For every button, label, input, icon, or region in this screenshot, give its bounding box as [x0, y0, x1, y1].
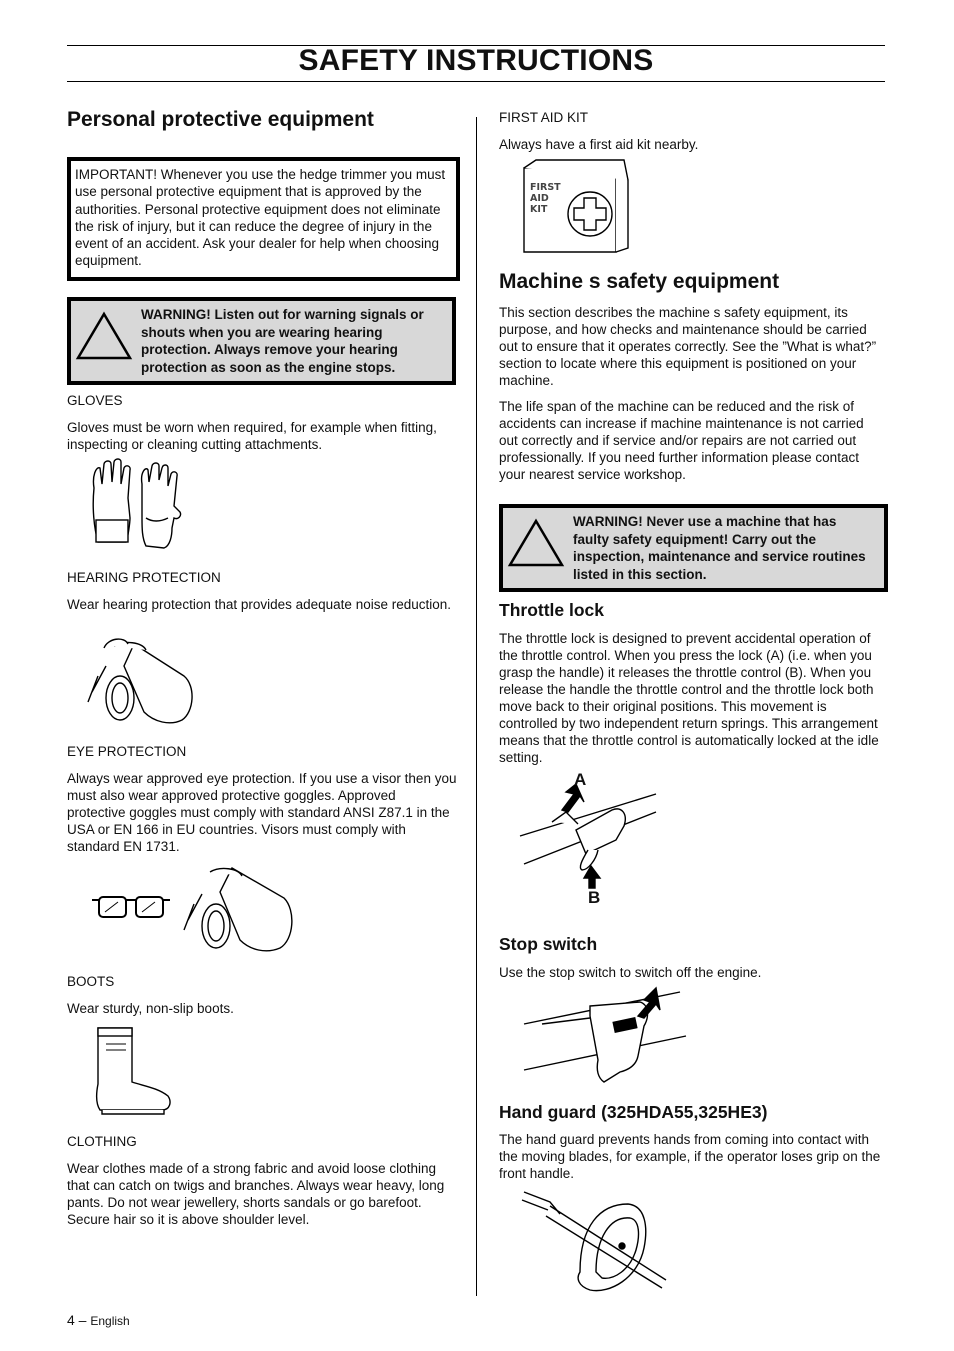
page-title: SAFETY INSTRUCTIONS: [298, 44, 654, 77]
gloves-icon: [86, 458, 196, 553]
eye-text: Always wear approved eye protection. If you use a visor then you must also wear approved protective goggles. Approved protective goggles must comply with standard ANSI Z87.1 in the USA or EN 166 in EU countries. Visors must comply with standard EN 1731.: [67, 771, 457, 854]
throttle-lock-title: Throttle lock: [499, 600, 605, 620]
warning-text-faulty-equipment: WARNING! Never use a machine that has faulty safety equipment! Carry out the inspection, maintenance and service routines listed in this section.: [573, 514, 866, 582]
column-divider: [476, 117, 477, 1296]
warning-box-hearing: [67, 297, 456, 385]
stop-switch-text: Use the stop switch to switch off the engine.: [499, 965, 762, 980]
machine-safety-intro-1: This section describes the machine s safety equipment, its purpose, and how checks and maintenance should be carried out to ensure that it operates correctly. See the ”What is what?” section to locate where this equipment is positioned on your machine.: [499, 305, 877, 388]
hand-guard-text: The hand guard prevents hands from coming into contact with the moving blades, for example, if the operator loses grip on the front handle.: [499, 1132, 881, 1181]
stop-switch-title: Stop switch: [499, 934, 598, 954]
machine-safety-intro-2: The life span of the machine can be reduced and the risk of accidents can increase if machine maintenance is not carried out correctly and if service and/or repairs are not carried out professionally. If you need further information please contact your nearest service workshop.: [499, 399, 864, 482]
boots-icon: [92, 1024, 177, 1116]
title-underline: [67, 81, 885, 82]
section-title-machine-safety: Machine s safety equipment: [499, 270, 780, 293]
warning-text-hearing: WARNING! Listen out for warning signals or shouts when you are wearing hearing protection. Always remove your hearing protection as soon as the engine stops.: [141, 307, 424, 375]
hand-guard-title: Hand guard (325HDA55,325HE3): [499, 1102, 768, 1122]
first-aid-kit-illustration: [520, 158, 632, 256]
boots-text: Wear sturdy, non-slip boots.: [67, 1001, 234, 1016]
warning-triangle-icon: [507, 518, 565, 568]
boots-heading: BOOTS: [67, 974, 115, 989]
throttle-lock-text: The throttle lock is designed to prevent accidental operation of the throttle control. When you press the lock (A) (i.e. when you grasp the handle) it releases the throttle control (B). When you release the handle the throttle control and the throttle lock both move back to their original positions. This movement is controlled by two independent return springs. This arrangement means that the throttle control is automatically locked at the idle setting.: [499, 631, 879, 765]
firstaid-heading: FIRST AID KIT: [499, 110, 589, 125]
gloves-text: Gloves must be worn when required, for example when fitting, inspecting or cleaning cutting attachments.: [67, 420, 437, 452]
hand-guard-icon: [520, 1186, 670, 1296]
visor-icon: [180, 862, 298, 957]
label-a: A: [574, 770, 587, 789]
clothing-heading: CLOTHING: [67, 1134, 137, 1149]
eye-heading: EYE PROTECTION: [67, 744, 187, 759]
hearing-text: Wear hearing protection that provides adequate noise reduction.: [67, 597, 451, 612]
hearing-protection-icon: [84, 636, 199, 728]
section-title-ppe: Personal protective equipment: [67, 108, 374, 131]
footer-language: English: [90, 1314, 130, 1328]
hearing-heading: HEARING PROTECTION: [67, 570, 221, 585]
throttle-lock-illustration: [516, 770, 661, 910]
stop-switch-icon: [520, 986, 690, 1084]
page-number: 4 –: [67, 1312, 87, 1328]
firstaid-text: Always have a first aid kit nearby.: [499, 137, 699, 152]
gloves-heading: GLOVES: [67, 393, 123, 408]
warning-triangle-icon: [75, 311, 133, 361]
first-aid-kit-label: FIRST AID KIT: [530, 182, 561, 215]
goggles-icon: [90, 892, 172, 922]
page-footer: [67, 1312, 130, 1328]
clothing-text: Wear clothes made of a strong fabric and avoid loose clothing that can catch on twigs and branches. Always wear heavy, long pants. Do not wear jewellery, shorts sandals or go barefoot. Secure hair so it is above shoulder level.: [67, 1161, 445, 1227]
label-b: B: [588, 888, 601, 907]
warning-box-faulty-equipment: [499, 504, 888, 592]
important-box: IMPORTANT! Whenever you use the hedge trimmer you must use personal protective equipment that is approved by the authorities. Personal protective equipment does not eliminate the risk of injury, but it can reduce the degree of injury in the event of an accident. Ask your dealer for help when choosing equipment.: [67, 157, 460, 281]
